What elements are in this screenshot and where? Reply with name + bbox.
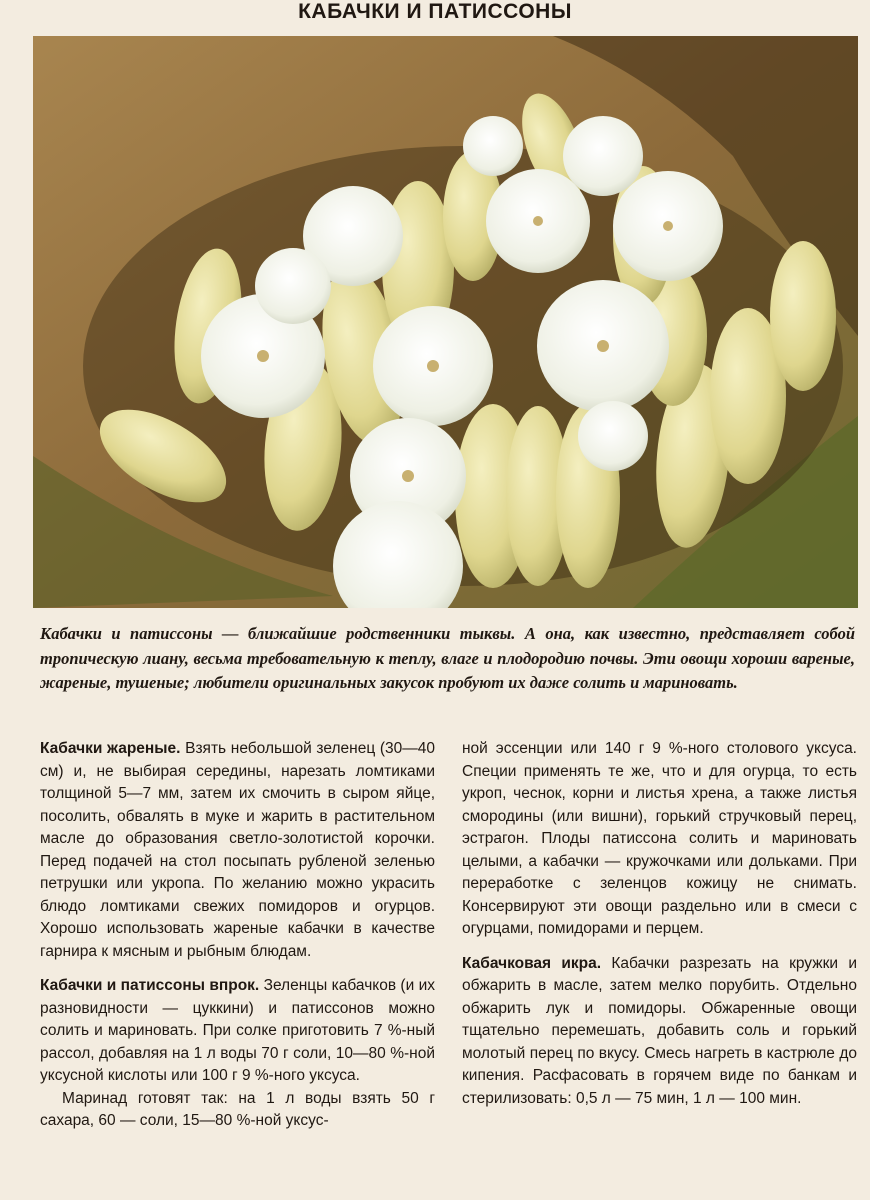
fried-heading: Кабачки жареные. — [40, 740, 181, 757]
intro-paragraph: Кабачки и патиссоны — ближайшие родственники тыквы. А она, как известно, представляет собой тропическую лиану, весьма требовательную к теплу, влаге и плодородию почвы. Эти овощи хороши вареные, жареные, тушеные; любители оригинальных закусок пробуют их даже солить и мариновать. — [40, 624, 855, 692]
left-column — [40, 738, 435, 1133]
marinade-text-left: Маринад готовят так: на 1 л воды взять 50 г сахара, 60 — соли, 15—80 %-ной уксус- — [40, 1089, 435, 1129]
squash-photo — [33, 36, 858, 608]
fried-text: Взять небольшой зеленец (30—40 см) и, не выбирая середины, нарезать ломтиками толщиной 5—7 мм, затем их смочить в сыром яйце, посолить, обвалять в муке и жарить в растительном масле до образования светло-золотистой корочки. Перед подачей на стол посыпать рубленой зеленью петрушки или укропа. По желанию можно украсить блюдо ломтиками свежих помидоров и огурцов. Хорошо использовать жареные кабачки в качестве гарнира к мясным и рыбным блюдам. — [40, 740, 435, 960]
caviar-text: Кабачки разрезать на кружки и обжарить в масле, затем мелко порубить. Отдельно обжарить лук и помидоры. Обжаренные овощи тщательно перемешать, добавить соль и горький молотый перец по вкусу. Смесь нагреть в кастрюле до кипения. Расфасовать в горячем виде по банкам и стерилизовать: 0,5 л — 75 мин, 1 л — 100 мин. — [462, 954, 858, 1107]
page-title: КАБАЧКИ И ПАТИССОНЫ — [298, 0, 572, 23]
preserved-recipe — [40, 975, 435, 1088]
preserved-heading: Кабачки и патиссоны впрок. — [40, 977, 260, 994]
marinade-text-right: ной эссенции или 140 г 9 %-ного столового уксуса. Специи применять те же, что и для огурца, то есть укроп, чеснок, корни и листья хрена, а также листья смородины (или вишни), горький стручковый перец, эстрагон. Плоды патиссона солить и мариновать целыми, а кабачки — кружочками или дольками. При переработке с зеленцов кожицу не снимать. Консервируют эти овощи раздельно или в смеси с огурцами, помидорами и перцем. — [462, 740, 857, 937]
caviar-heading: Кабачковая икра. — [462, 954, 602, 972]
preserved-text: Зеленцы кабачков (и их разновидности — цуккини) и патиссонов можно солить и мариновать. При солке приготовить 7 %-ный рассол, добавляя на 1 л воды 70 г соли, 10—80 %-ной уксусной кислоты или 100 г 9 %-ного уксуса. — [40, 977, 435, 1084]
fried-recipe — [40, 738, 435, 963]
caviar-recipe — [462, 953, 857, 1111]
right-column — [462, 738, 857, 1110]
